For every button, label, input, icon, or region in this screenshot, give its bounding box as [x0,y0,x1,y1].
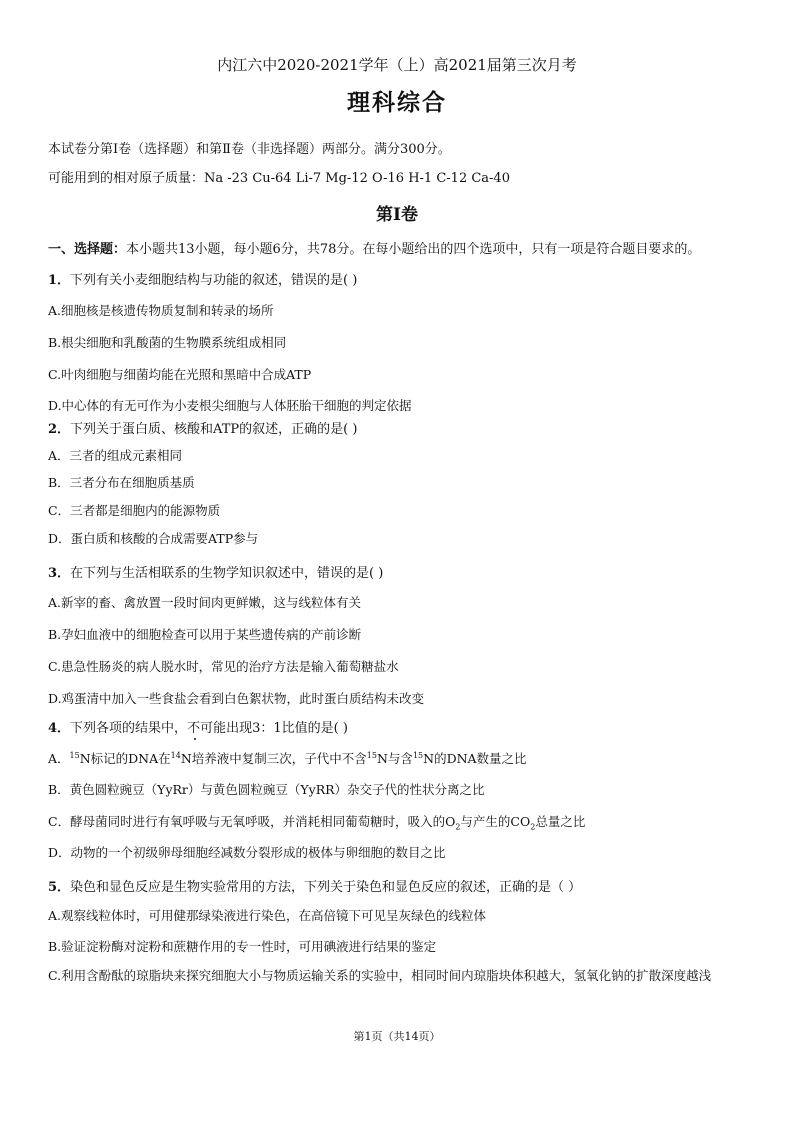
question-1-text: 下列有关小麦细胞结构与功能的叙述，错误的是( ) [70,273,358,288]
opt-a-part: N与含 [376,751,413,766]
question-5-text: 染色和显色反应是生物实验常用的方法，下列关于染色和显色反应的叙述，正确的是（ ） [70,880,582,895]
section-label: 一、选择题： [48,242,127,257]
question-4-text-before: 下列各项的结果中， [70,721,188,736]
subject-title: 理科综合 [347,89,447,116]
question-2-option-d: D．蛋白质和核酸的合成需要ATP参与 [48,531,259,546]
question-1-stem [48,269,357,288]
opt-c-part: C．酵母菌同时进行有氧呼吸与无氧呼吸，并消耗相同葡萄糖时，吸入的O [48,814,456,829]
question-2-text: 下列关于蛋白质、核酸和ATP的叙述，正确的是( ) [70,422,358,437]
question-1-option-c: C.叶肉细胞与细菌均能在光照和黑暗中合成ATP [48,367,312,382]
question-5-stem [48,876,581,895]
question-3-option-b: B.孕妇血液中的细胞检查可以用于某些遗传病的产前诊断 [48,627,362,642]
formula-subscript: 2 [530,822,536,832]
question-5-option-a: A.观察线粒体时，可用健那绿染液进行染色，在高倍镜下可见呈灰绿色的线粒体 [48,908,487,923]
isotope-superscript: 15 [366,750,377,760]
question-3-number: 3． [48,566,71,581]
opt-c-part: 总量之比 [535,814,586,829]
question-5-number: 5． [48,880,71,895]
question-4-option-c [48,812,585,832]
intro-line-1: 本试卷分第Ⅰ卷（选择题）和第Ⅱ卷（非选择题）两部分。满分300分。 [48,142,451,157]
section-text: 本小题共13小题，每小题6分，共78分。在每小题给出的四个选项中，只有一项是符合题目要求的。 [126,242,701,257]
question-4-stem [48,717,348,736]
question-1-option-a: A.细胞核是核遗传物质复制和转录的场所 [48,303,274,318]
question-1-option-b: B.根尖细胞和乳酸菌的生物膜系统组成相同 [48,335,287,350]
question-4-emphasis: 不 [187,721,201,736]
page-footer: 第1页（共14页） [353,1030,441,1043]
question-5-option-b: B.验证淀粉酶对淀粉和蔗糖作用的专一性时，可用碘液进行结果的鉴定 [48,939,437,954]
question-2-option-c: C．三者都是细胞内的能源物质 [48,503,221,518]
opt-c-part: 与产生的CO [460,814,531,829]
opt-a-part: N标记的DNA在 [79,751,171,766]
question-3-stem [48,562,383,581]
isotope-superscript: 14 [170,750,181,760]
question-4-option-d: D．动物的一个初级卵母细胞经减数分裂形成的极体与卵细胞的数目之比 [48,845,446,860]
part-title: 第Ⅰ卷 [376,205,418,225]
exam-title: 内江六中2020-2021学年（上）高2021届第三次月考 [217,56,577,74]
question-4-option-a [48,749,527,767]
isotope-superscript: 15 [412,750,424,760]
question-2-option-a: A．三者的组成元素相同 [48,448,183,463]
question-2-stem [48,418,357,437]
question-1-number: 1． [48,273,71,288]
opt-a-part: N的DNA数量之比 [423,751,527,766]
question-3-text: 在下列与生活相联系的生物学知识叙述中，错误的是( ) [70,566,384,581]
question-4-option-b: B．黄色圆粒豌豆（YyRr）与黄色圆粒豌豆（YyRR）杂交子代的性状分离之比 [48,782,485,797]
section-heading [48,238,700,257]
question-2-option-b: B．三者分布在细胞质基质 [48,475,195,490]
question-5-option-c: C.利用含酚酞的琼脂块来探究细胞大小与物质运输关系的实验中，相同时间内琼脂块体积越大，氢氧化钠的扩散深度越浅 [48,968,712,983]
formula-subscript: 2 [455,822,461,832]
question-3-option-a: A.新宰的畜、禽放置一段时间肉更鲜嫩，这与线粒体有关 [48,595,362,610]
question-4-text-after: 可能出现3：1比值的是( ) [200,721,348,736]
question-2-number: 2． [48,422,71,437]
question-3-option-c: C.患急性肠炎的病人脱水时，常见的治疗方法是输入葡萄糖盐水 [48,659,399,674]
opt-a-part: A． [48,751,70,766]
isotope-superscript: 15 [69,750,80,760]
question-1-option-d: D.中心体的有无可作为小麦根尖细胞与人体胚胎干细胞的判定依据 [48,398,412,413]
question-4-number: 4． [48,721,71,736]
question-3-option-d: D.鸡蛋清中加入一些食盐会看到白色絮状物，此时蛋白质结构未改变 [48,691,425,706]
opt-a-part: N培养液中复制三次，子代中不含 [180,751,367,766]
intro-line-2: 可能用到的相对原子质量：Na -23 Cu-64 Li-7 Mg-12 O-16 H-1 C-12 Ca-40 [48,171,510,186]
